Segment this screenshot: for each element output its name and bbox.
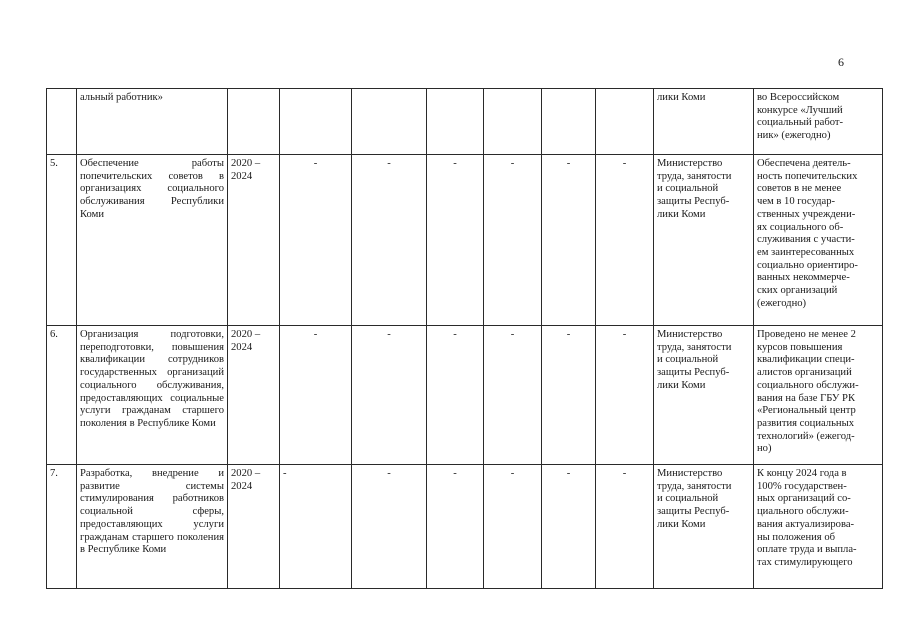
- table-row: [47, 326, 883, 465]
- row-number: 7.: [47, 465, 77, 589]
- activity-title: Организация подготовки, переподготовки, повышения квалификации сотрудников государственных организаций социального обслуживания, предоставляющих социальные услуги гражданам старшего поколения в Республике Коми: [77, 326, 228, 465]
- period-cell: [228, 89, 280, 155]
- funding-cell: -: [484, 155, 542, 326]
- funding-cell: -: [596, 465, 654, 589]
- activity-title: альный работник»: [77, 89, 228, 155]
- funding-cell: -: [596, 326, 654, 465]
- period-cell: 2020 – 2024: [228, 155, 280, 326]
- funding-cell: -: [542, 155, 596, 326]
- funding-cell: [427, 89, 484, 155]
- result-cell: во Всероссийском конкурсе «Лучший социальный работ- ник» (ежегодно): [754, 89, 883, 155]
- table-row: [47, 89, 883, 155]
- funding-cell: -: [280, 326, 352, 465]
- funding-cell: -: [427, 326, 484, 465]
- funding-cell: [280, 89, 352, 155]
- funding-cell: -: [484, 326, 542, 465]
- funding-cell: -: [280, 155, 352, 326]
- row-number: 6.: [47, 326, 77, 465]
- funding-cell: -: [352, 326, 427, 465]
- funding-cell: [484, 89, 542, 155]
- funding-cell: [352, 89, 427, 155]
- funding-cell: -: [542, 465, 596, 589]
- program-table: [46, 88, 883, 589]
- funding-cell: -: [427, 465, 484, 589]
- funding-cell: -: [352, 155, 427, 326]
- result-cell: Проведено не менее 2 курсов повышения квалификации специ- алистов организаций социального обслужи- вания на базе ГБУ РК «Региональный центр развития социальных технологий» (ежегод- но): [754, 326, 883, 465]
- result-cell: К концу 2024 года в 100% государствен- ных организаций со- циального обслужи- вания актуализирова- ны положения об оплате труда и выпла- тах стимулирующего: [754, 465, 883, 589]
- table-row: [47, 155, 883, 326]
- executor-cell: лики Коми: [654, 89, 754, 155]
- activity-title: Разработка, внедрение и развитие системы стимулирования работников социальной сферы, предоставляющих услуги гражданам старшего поколения в Республике Коми: [77, 465, 228, 589]
- period-cell: 2020 – 2024: [228, 326, 280, 465]
- executor-cell: Министерство труда, занятости и социальной защиты Респуб- лики Коми: [654, 326, 754, 465]
- funding-cell: -: [542, 326, 596, 465]
- executor-cell: Министерство труда, занятости и социальной защиты Респуб- лики Коми: [654, 465, 754, 589]
- page-number: 6: [838, 55, 844, 69]
- table-row: [47, 465, 883, 589]
- row-number: 5.: [47, 155, 77, 326]
- result-cell: Обеспечена деятель- ность попечительских советов в не менее чем в 10 государ- ственных учреждени- ях социального об- служивания с участи- ем заинтересованных социально ориентиро- ванных некоммерче- ских организаций (ежегодно): [754, 155, 883, 326]
- row-number: [47, 89, 77, 155]
- funding-cell: -: [484, 465, 542, 589]
- funding-cell: -: [427, 155, 484, 326]
- funding-cell: [542, 89, 596, 155]
- activity-title: Обеспечение работы попечительских советов в организациях социального обслуживания Республики Коми: [77, 155, 228, 326]
- funding-cell: [596, 89, 654, 155]
- funding-cell: -: [352, 465, 427, 589]
- funding-cell: -: [596, 155, 654, 326]
- period-cell: 2020 – 2024: [228, 465, 280, 589]
- executor-cell: Министерство труда, занятости и социальной защиты Респуб- лики Коми: [654, 155, 754, 326]
- funding-cell: -: [280, 465, 352, 589]
